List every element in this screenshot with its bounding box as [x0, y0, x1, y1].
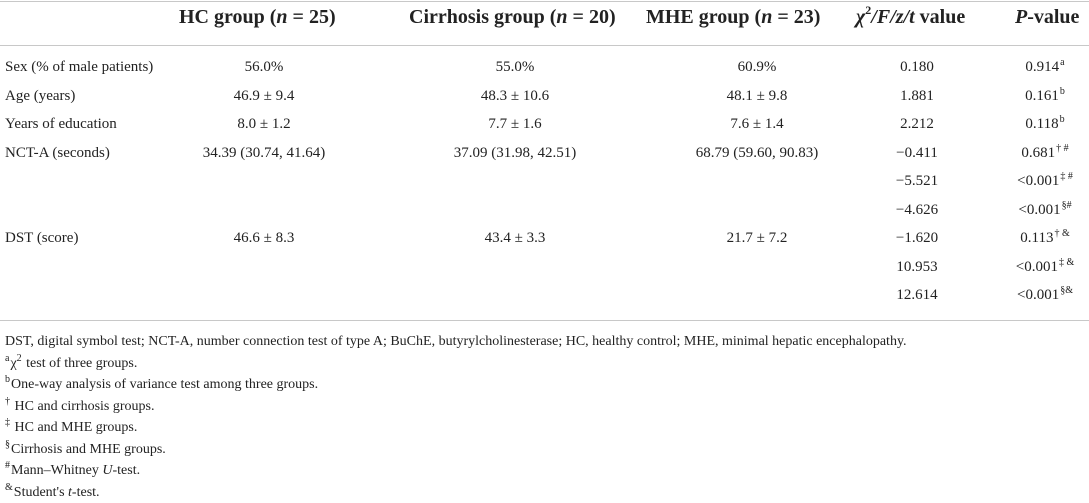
- header-p-value: P-value: [1015, 6, 1079, 29]
- header-statistic: $\chi^2/F/z/t$ value: [856, 6, 965, 29]
- p-value-footnote-mark: ‡ #: [1060, 171, 1073, 182]
- cell-p-value: [1017, 167, 1073, 195]
- row-label: Years of education: [5, 110, 117, 138]
- cell-mhe: 7.6 ± 1.4: [730, 110, 783, 138]
- cell-p-value: [1017, 281, 1073, 309]
- p-value-footnote-mark: † &: [1054, 228, 1069, 239]
- cell-hc: 46.6 ± 8.3: [234, 224, 295, 252]
- footnote-hash: #Mann–Whitney U-test.: [5, 460, 907, 482]
- cell-cirrhosis: 43.4 ± 3.3: [485, 224, 546, 252]
- cell-hc: 34.39 (30.74, 41.64): [203, 139, 326, 167]
- p-value-text: <0.001: [1016, 259, 1058, 275]
- p-value-text: 0.681: [1021, 145, 1055, 161]
- p-value-text: <0.001: [1018, 202, 1060, 218]
- cell-p-value: [1016, 253, 1075, 281]
- table-row: [0, 110, 1089, 138]
- cell-hc: 56.0%: [245, 53, 284, 81]
- cell-hc: 46.9 ± 9.4: [234, 82, 295, 110]
- footnote-dagger: † HC and cirrhosis groups.: [5, 396, 907, 418]
- p-value-footnote-mark: §&: [1060, 285, 1073, 296]
- footnote-a: $^a\chi^2$ test of three groups.: [5, 353, 907, 375]
- row-label: Sex (% of male patients): [5, 53, 153, 81]
- cell-statistic: −1.620: [896, 224, 938, 252]
- footnote-section: §Cirrhosis and MHE groups.: [5, 439, 907, 461]
- cell-statistic: 10.953: [896, 253, 937, 281]
- p-value-footnote-mark: b: [1060, 86, 1065, 97]
- footnote-abbreviations: DST, digital symbol test; NCT-A, number connection test of type A; BuChE, butyrylcholinesterase; HC, healthy control; MHE, minimal hepatic encephalopathy.: [5, 331, 907, 353]
- p-value-footnote-mark: † #: [1056, 143, 1069, 154]
- p-value-footnote-mark: §#: [1062, 200, 1072, 211]
- p-value-text: 0.914: [1025, 59, 1059, 75]
- table-row: [0, 139, 1089, 167]
- table-row: [0, 82, 1089, 110]
- row-label: DST (score): [5, 224, 78, 252]
- cell-cirrhosis: 37.09 (31.98, 42.51): [454, 139, 577, 167]
- header-cirrhosis-group: Cirrhosis group (n = 20): [409, 6, 616, 29]
- cell-p-value: [1021, 139, 1068, 167]
- header-rule: [0, 45, 1089, 46]
- table-row: [0, 224, 1089, 252]
- cell-statistic: 2.212: [900, 110, 934, 138]
- cell-cirrhosis: 7.7 ± 1.6: [488, 110, 541, 138]
- cell-statistic: −0.411: [896, 139, 938, 167]
- cell-statistic: 1.881: [900, 82, 934, 110]
- cell-hc: 8.0 ± 1.2: [237, 110, 290, 138]
- footnote-b: $^b$One-way analysis of variance test among three groups.: [5, 374, 907, 396]
- footnotes: [5, 331, 907, 503]
- p-value-text: <0.001: [1017, 287, 1059, 303]
- p-value-footnote-mark: ‡ &: [1059, 257, 1074, 268]
- p-value-text: 0.118: [1025, 116, 1058, 132]
- cell-statistic: −4.626: [896, 196, 938, 224]
- cell-statistic: 12.614: [896, 281, 937, 309]
- cell-p-value: [1025, 110, 1064, 138]
- p-value-text: 0.113: [1020, 230, 1053, 246]
- p-value-text: 0.161: [1025, 88, 1059, 104]
- cell-mhe: 48.1 ± 9.8: [727, 82, 788, 110]
- p-value-footnote-mark: b: [1060, 114, 1065, 125]
- footnote-rule: [0, 320, 1089, 321]
- table-row: [0, 281, 1089, 309]
- cell-p-value: [1020, 224, 1069, 252]
- row-label: NCT-A (seconds): [5, 139, 110, 167]
- header-hc-group: HC group (n = 25): [179, 6, 336, 29]
- cell-statistic: 0.180: [900, 53, 934, 81]
- table-row: [0, 253, 1089, 281]
- footnote-double-dagger: ‡ HC and MHE groups.: [5, 417, 907, 439]
- cell-statistic: −5.521: [896, 167, 938, 195]
- p-value-footnote-mark: a: [1060, 57, 1064, 68]
- table-row: [0, 167, 1089, 195]
- cell-p-value: [1025, 82, 1065, 110]
- header-mhe-group: MHE group (n = 23): [646, 6, 820, 29]
- cell-p-value: [1025, 53, 1064, 81]
- footnote-ampersand: &Student's t-test.: [5, 482, 907, 503]
- table-row: [0, 53, 1089, 81]
- cell-p-value: [1018, 196, 1071, 224]
- row-label: Age (years): [5, 82, 75, 110]
- p-value-text: <0.001: [1017, 173, 1059, 189]
- cell-mhe: 21.7 ± 7.2: [727, 224, 788, 252]
- cell-cirrhosis: 55.0%: [496, 53, 535, 81]
- cell-cirrhosis: 48.3 ± 10.6: [481, 82, 549, 110]
- table-row: [0, 196, 1089, 224]
- table-top-rule: [0, 1, 1089, 2]
- cell-mhe: 60.9%: [738, 53, 777, 81]
- cell-mhe: 68.79 (59.60, 90.83): [696, 139, 819, 167]
